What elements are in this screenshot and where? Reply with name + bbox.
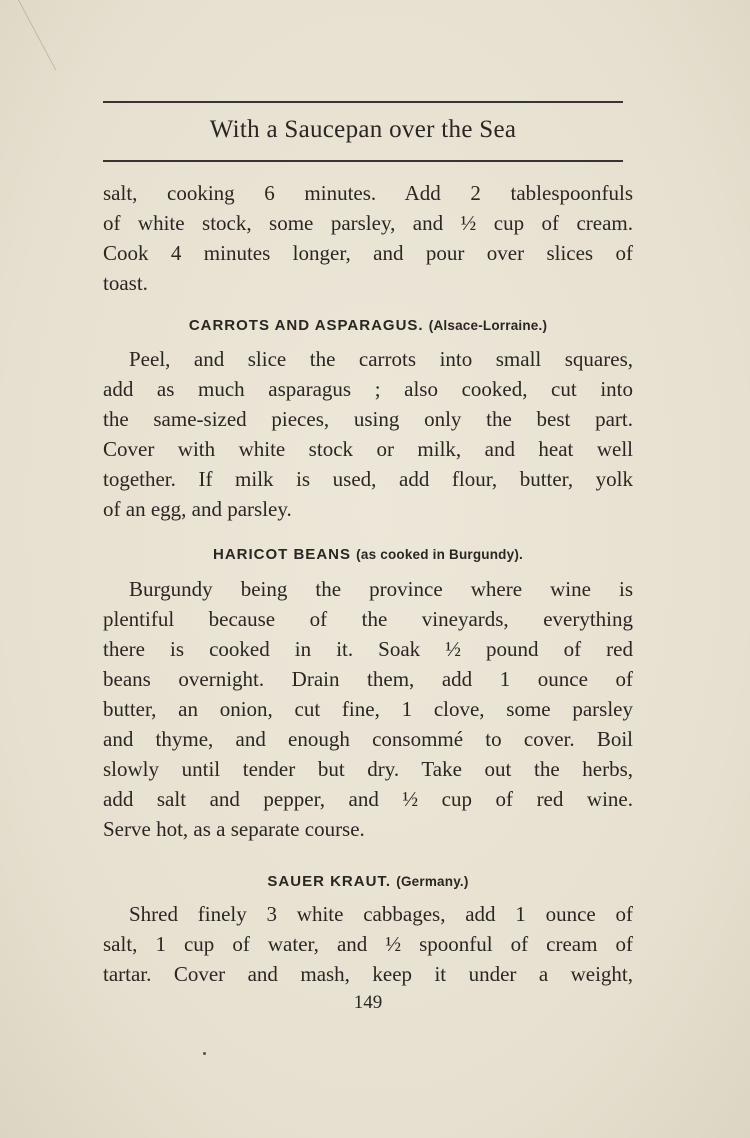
text-line: Cover with white stock or milk, and heat well [103,437,633,461]
recipe-origin: (Germany.) [396,874,469,889]
text-line: together. If milk is used, add flour, butter, yolk [103,467,633,491]
recipe-body-sauer-kraut [103,899,633,989]
intro-paragraph [103,178,633,298]
text-line: butter, an onion, cut fine, 1 clove, some parsley [103,697,633,721]
recipe-body-carrots-asparagus [103,344,633,524]
header-rule-bottom [103,160,623,162]
recipe-heading-sauer-kraut [103,873,633,890]
text-line: slowly until tender but dry. Take out the herbs, [103,757,633,781]
text-line: and thyme, and enough consommé to cover. Boil [103,727,633,751]
page-corner-crease [18,0,96,70]
text-line: Peel, and slice the carrots into small squares, [129,347,633,371]
text-line: Shred finely 3 white cabbages, add 1 ounce of [129,902,633,926]
paper-speck [203,1052,206,1055]
text-line: Burgundy being the province where wine is [129,577,633,601]
recipe-title: CARROTS AND ASPARAGUS. [188,317,424,334]
recipe-title: HARICOT BEANS [212,546,351,563]
text-line: tartar. Cover and mash, keep it under a weight, [103,962,633,986]
running-head: With a Saucepan over the Sea [209,116,517,143]
text-line: there is cooked in it. Soak ½ pound of red [103,637,633,661]
text-line: salt, cooking 6 minutes. Add 2 tablespoonfuls [103,181,633,205]
text-line: the same-sized pieces, using only the best part. [103,407,633,431]
text-line: Cook 4 minutes longer, and pour over slices of [103,241,633,265]
recipe-body-haricot-beans [103,574,633,844]
recipe-title: SAUER KRAUT. [267,873,392,890]
recipe-heading-haricot-beans [103,546,633,563]
text-line: beans overnight. Drain them, add 1 ounce of [103,667,633,691]
recipe-origin: (Alsace-Lorraine.) [428,318,548,333]
recipe-heading-carrots-asparagus [103,317,633,334]
text-line: salt, 1 cup of water, and ½ spoonful of cream of [103,932,633,956]
text-line: toast. [103,271,148,295]
header-rule-top [103,101,623,103]
recipe-origin: (as cooked in Burgundy). [356,547,523,562]
text-line: add salt and pepper, and ½ cup of red wine. [103,787,633,811]
text-line: of white stock, some parsley, and ½ cup of cream. [103,211,633,235]
page-number: 149 [353,992,383,1013]
text-line: Serve hot, as a separate course. [103,817,365,841]
text-line: of an egg, and parsley. [103,497,292,521]
text-line: plentiful because of the vineyards, everything [103,607,633,631]
text-line: add as much asparagus ; also cooked, cut into [103,377,633,401]
